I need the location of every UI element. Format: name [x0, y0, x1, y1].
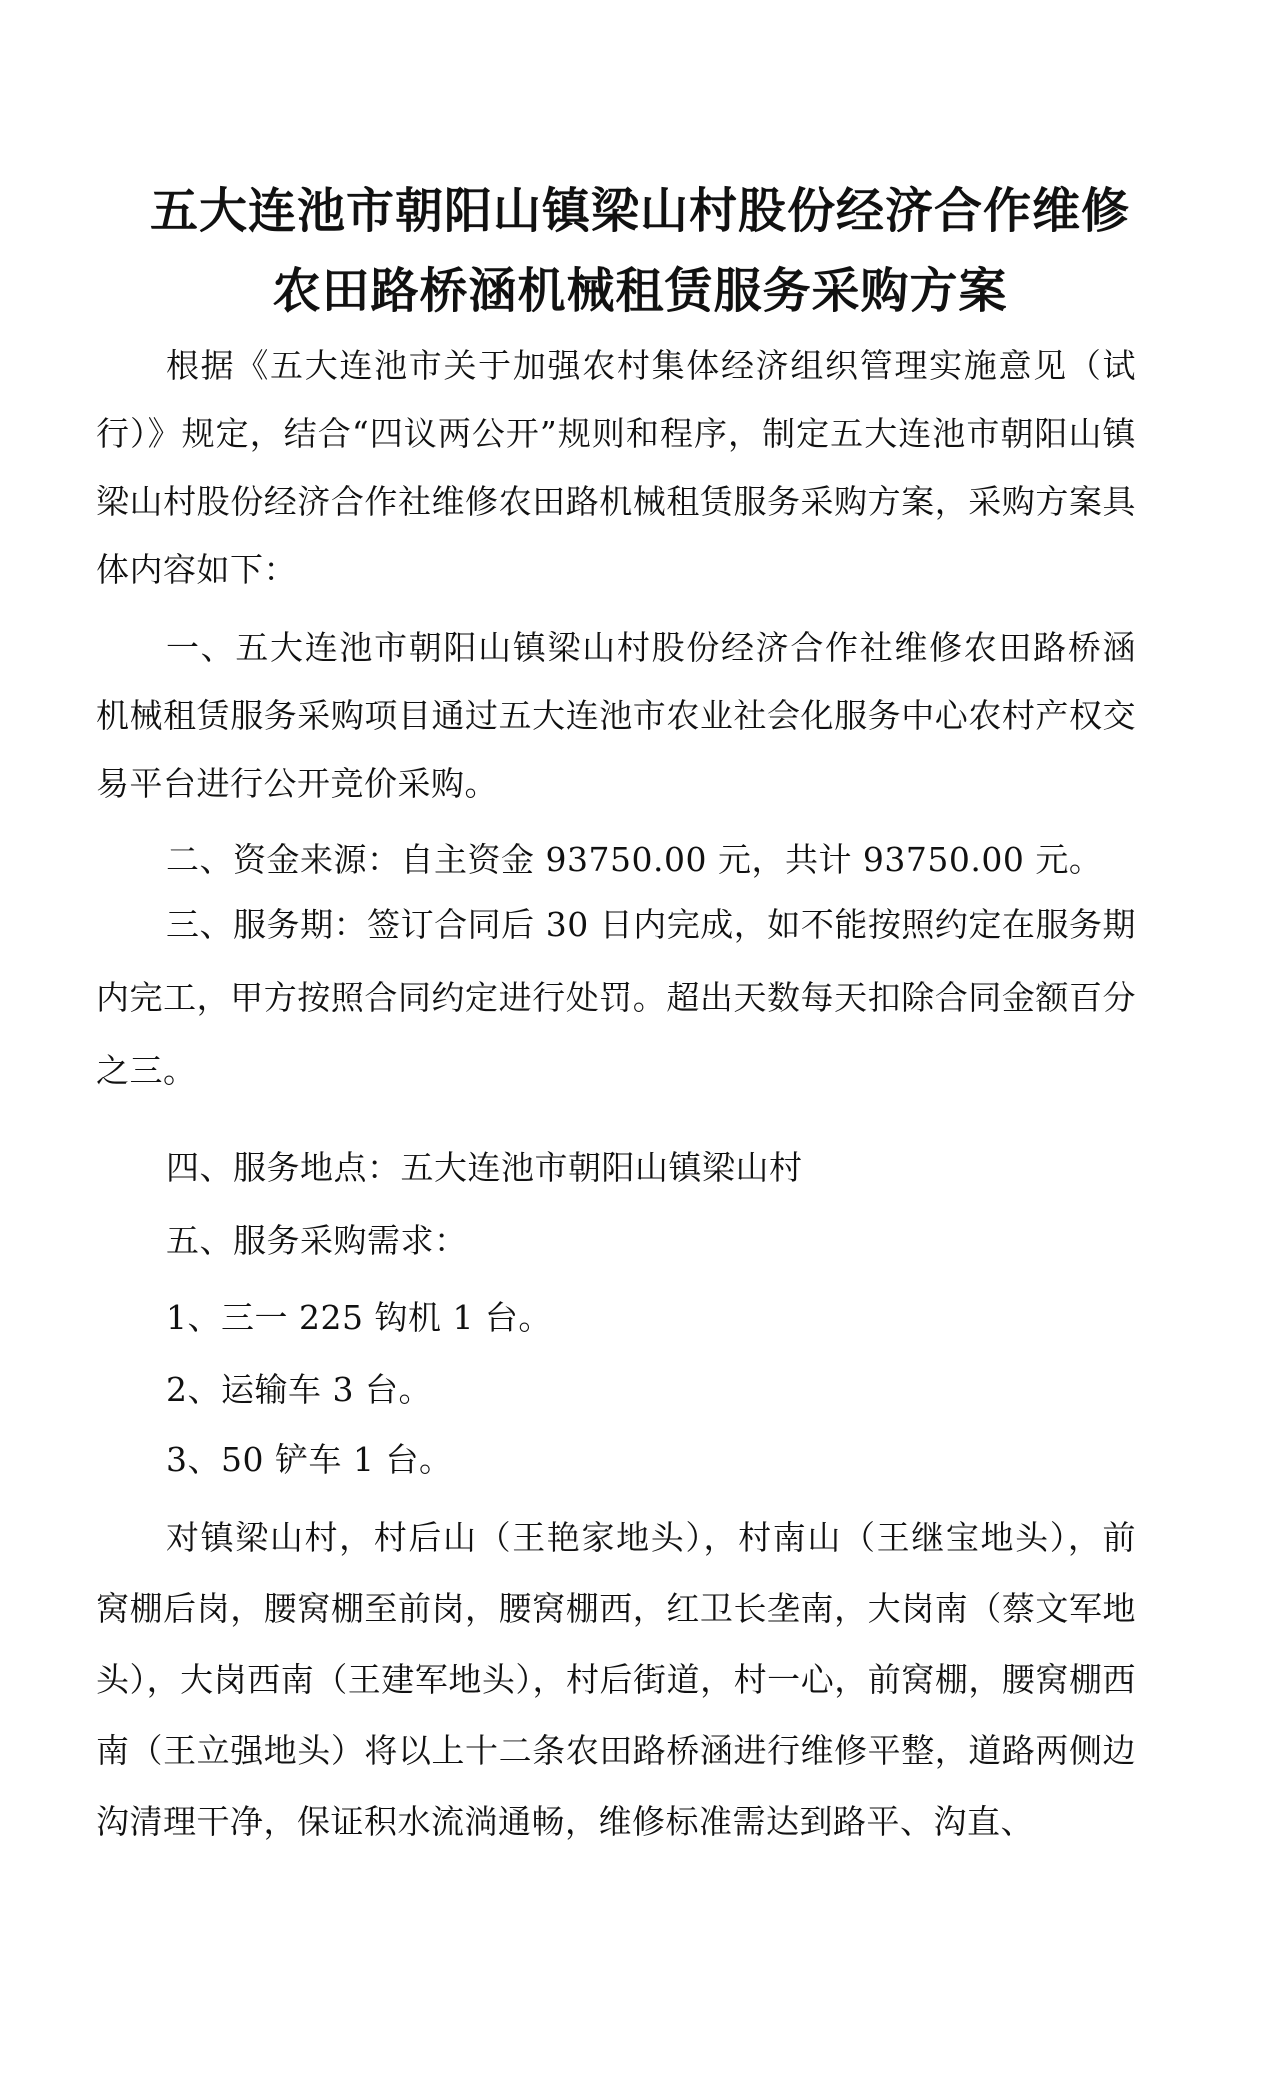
need-3-line: 3、50 铲车 1 台。	[166, 1440, 453, 1479]
item-1-block	[96, 614, 1136, 818]
document-title-line-2: 农田路桥涵机械租赁服务采购方案	[272, 263, 1008, 319]
item-2-paragraph: 二、资金来源：自主资金 93750.00 元，共计 93750.00 元。	[166, 840, 1103, 879]
need-1-line: 1、三一 225 钩机 1 台。	[166, 1298, 552, 1337]
item-3-paragraph: 三、服务期：签订合同后 30 日内完成，如不能按照约定在服务期内完工，甲方按照合同约定进行处罚。超出天数每天扣除合同金额百分之三。	[96, 905, 1136, 1090]
document-title-line-1: 五大连池市朝阳山镇梁山村股份经济合作维修	[149, 183, 1130, 239]
item-2-block	[96, 826, 1136, 894]
closing-paragraph: 对镇梁山村，村后山（王艳家地头），村南山（王继宝地头），前窝棚后岗，腰窝棚至前岗，腰窝棚西，红卫长垄南，大岗南（蔡文军地头），大岗西南（王建军地头），村后街道，村一心，前窝棚，腰窝棚西南（王立强地头）将以上十二条农田路桥涵进行维修平整，道路两侧边沟清理干净，保证积水流淌通畅，维修标准需达到路平、沟直、	[96, 1518, 1136, 1841]
intro-block	[96, 332, 1136, 604]
intro-paragraph: 根据《五大连池市关于加强农村集体经济组织管理实施意见（试行）》规定，结合“四议两公开”规则和程序，制定五大连池市朝阳山镇梁山村股份经济合作社维修农田路机械租赁服务采购方案，采购方案具体内容如下：	[96, 346, 1136, 589]
closing-block	[96, 1502, 1136, 1857]
item-3-block	[96, 888, 1136, 1107]
item-5-line: 五、服务采购需求：	[166, 1221, 468, 1260]
item-4-line: 四、服务地点：五大连池市朝阳山镇梁山村	[166, 1148, 803, 1187]
need-2-line: 2、运输车 3 台。	[166, 1370, 432, 1409]
item-1-paragraph: 一、五大连池市朝阳山镇梁山村股份经济合作社维修农田路桥涵机械租赁服务采购项目通过五大连池市农业社会化服务中心农村产权交易平台进行公开竞价采购。	[96, 628, 1136, 803]
